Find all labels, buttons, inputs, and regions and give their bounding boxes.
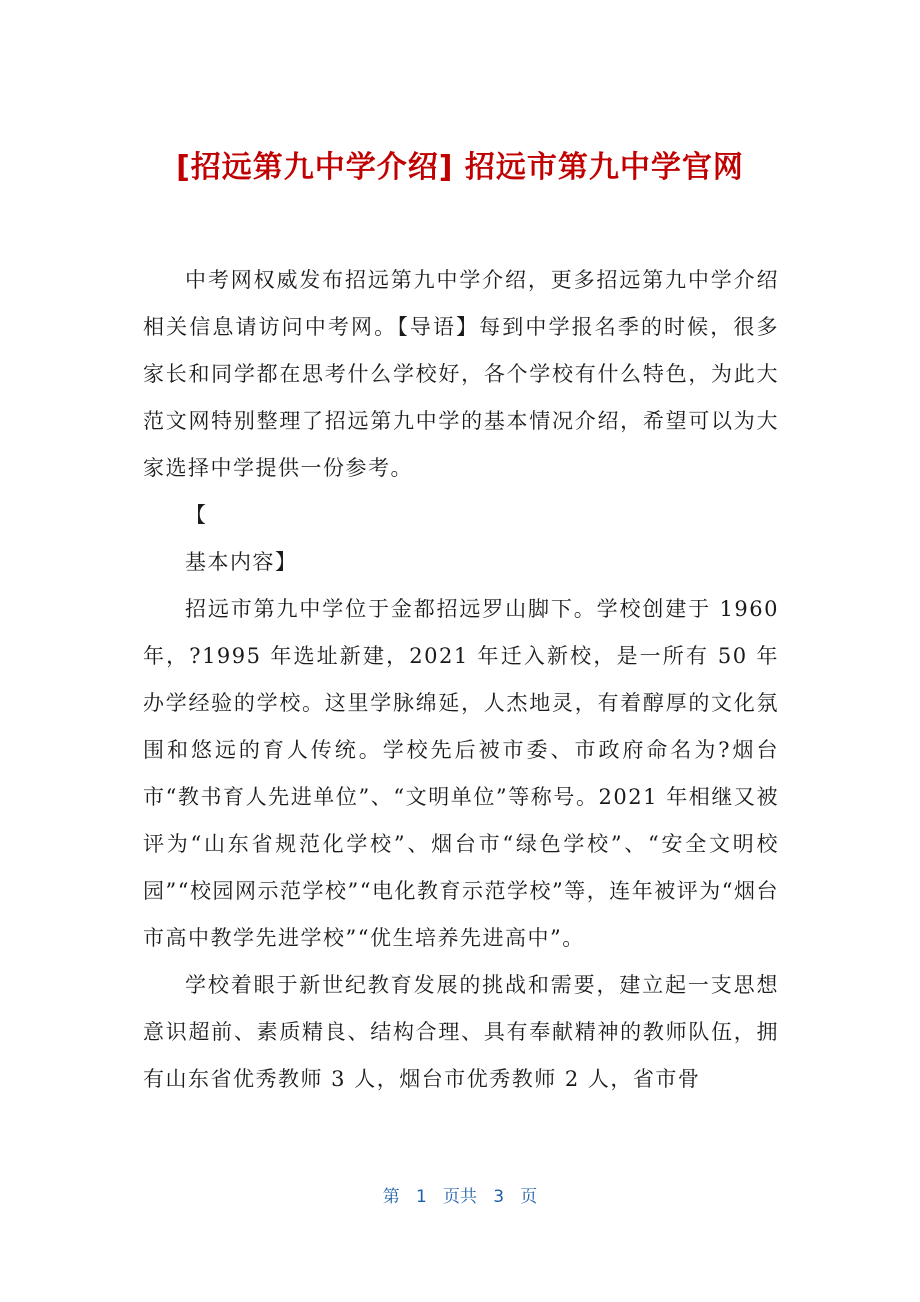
paragraph-bracket-open: 【 <box>185 503 208 527</box>
paragraph-teaching-staff: 学校着眼于新世纪教育发展的挑战和需要，建立起一支思想意识超前、素质精良、结构合理、具有奉献精神的教师队伍，拥有山东省优秀教师 3 人，烟台市优秀教师 2 人，省市骨 <box>143 973 779 1091</box>
footer-middle: 页共 <box>443 1187 477 1207</box>
document-body <box>143 257 779 1103</box>
paragraph-intro: 中考网权威发布招远第九中学介绍，更多招远第九中学介绍相关信息请访问中考网。【导语】每到中学报名季的时候，很多家长和同学都在思考什么学校好，各个学校有什么特色，为此大范文网特别整理了招远第九中学的基本情况介绍，希望可以为大家选择中学提供一份参考。 <box>143 268 779 480</box>
footer-total-pages: 3 <box>493 1187 505 1207</box>
paragraph-basic-content-heading: 基本内容】 <box>185 550 298 574</box>
page-footer <box>0 1184 920 1210</box>
footer-suffix: 页 <box>520 1187 538 1207</box>
document-title: [招远第九中学介绍] 招远市第九中学官网 <box>176 150 744 185</box>
footer-page-number: 1 <box>415 1187 427 1207</box>
footer-prefix: 第 <box>382 1187 400 1207</box>
paragraph-school-history: 招远市第九中学位于金都招远罗山脚下。学校创建于 1960 年，?1995 年选址新建，2021 年迁入新校，是一所有 50 年办学经验的学校。这里学脉绵延，人杰地灵，有着醇厚的文化氛围和悠远的育人传统。学校先后被市委、市政府命名为?烟台市“教书育人先进单位”、“文明单位”等称号。2021 年相继又被评为“山东省规范化学校”、烟台市“绿色学校”、“安全文明校园”“校园网示范学校”“电化教育示范学校”等，连年被评为“烟台市高中教学先进学校”“优生培养先进高中”。 <box>143 597 779 950</box>
